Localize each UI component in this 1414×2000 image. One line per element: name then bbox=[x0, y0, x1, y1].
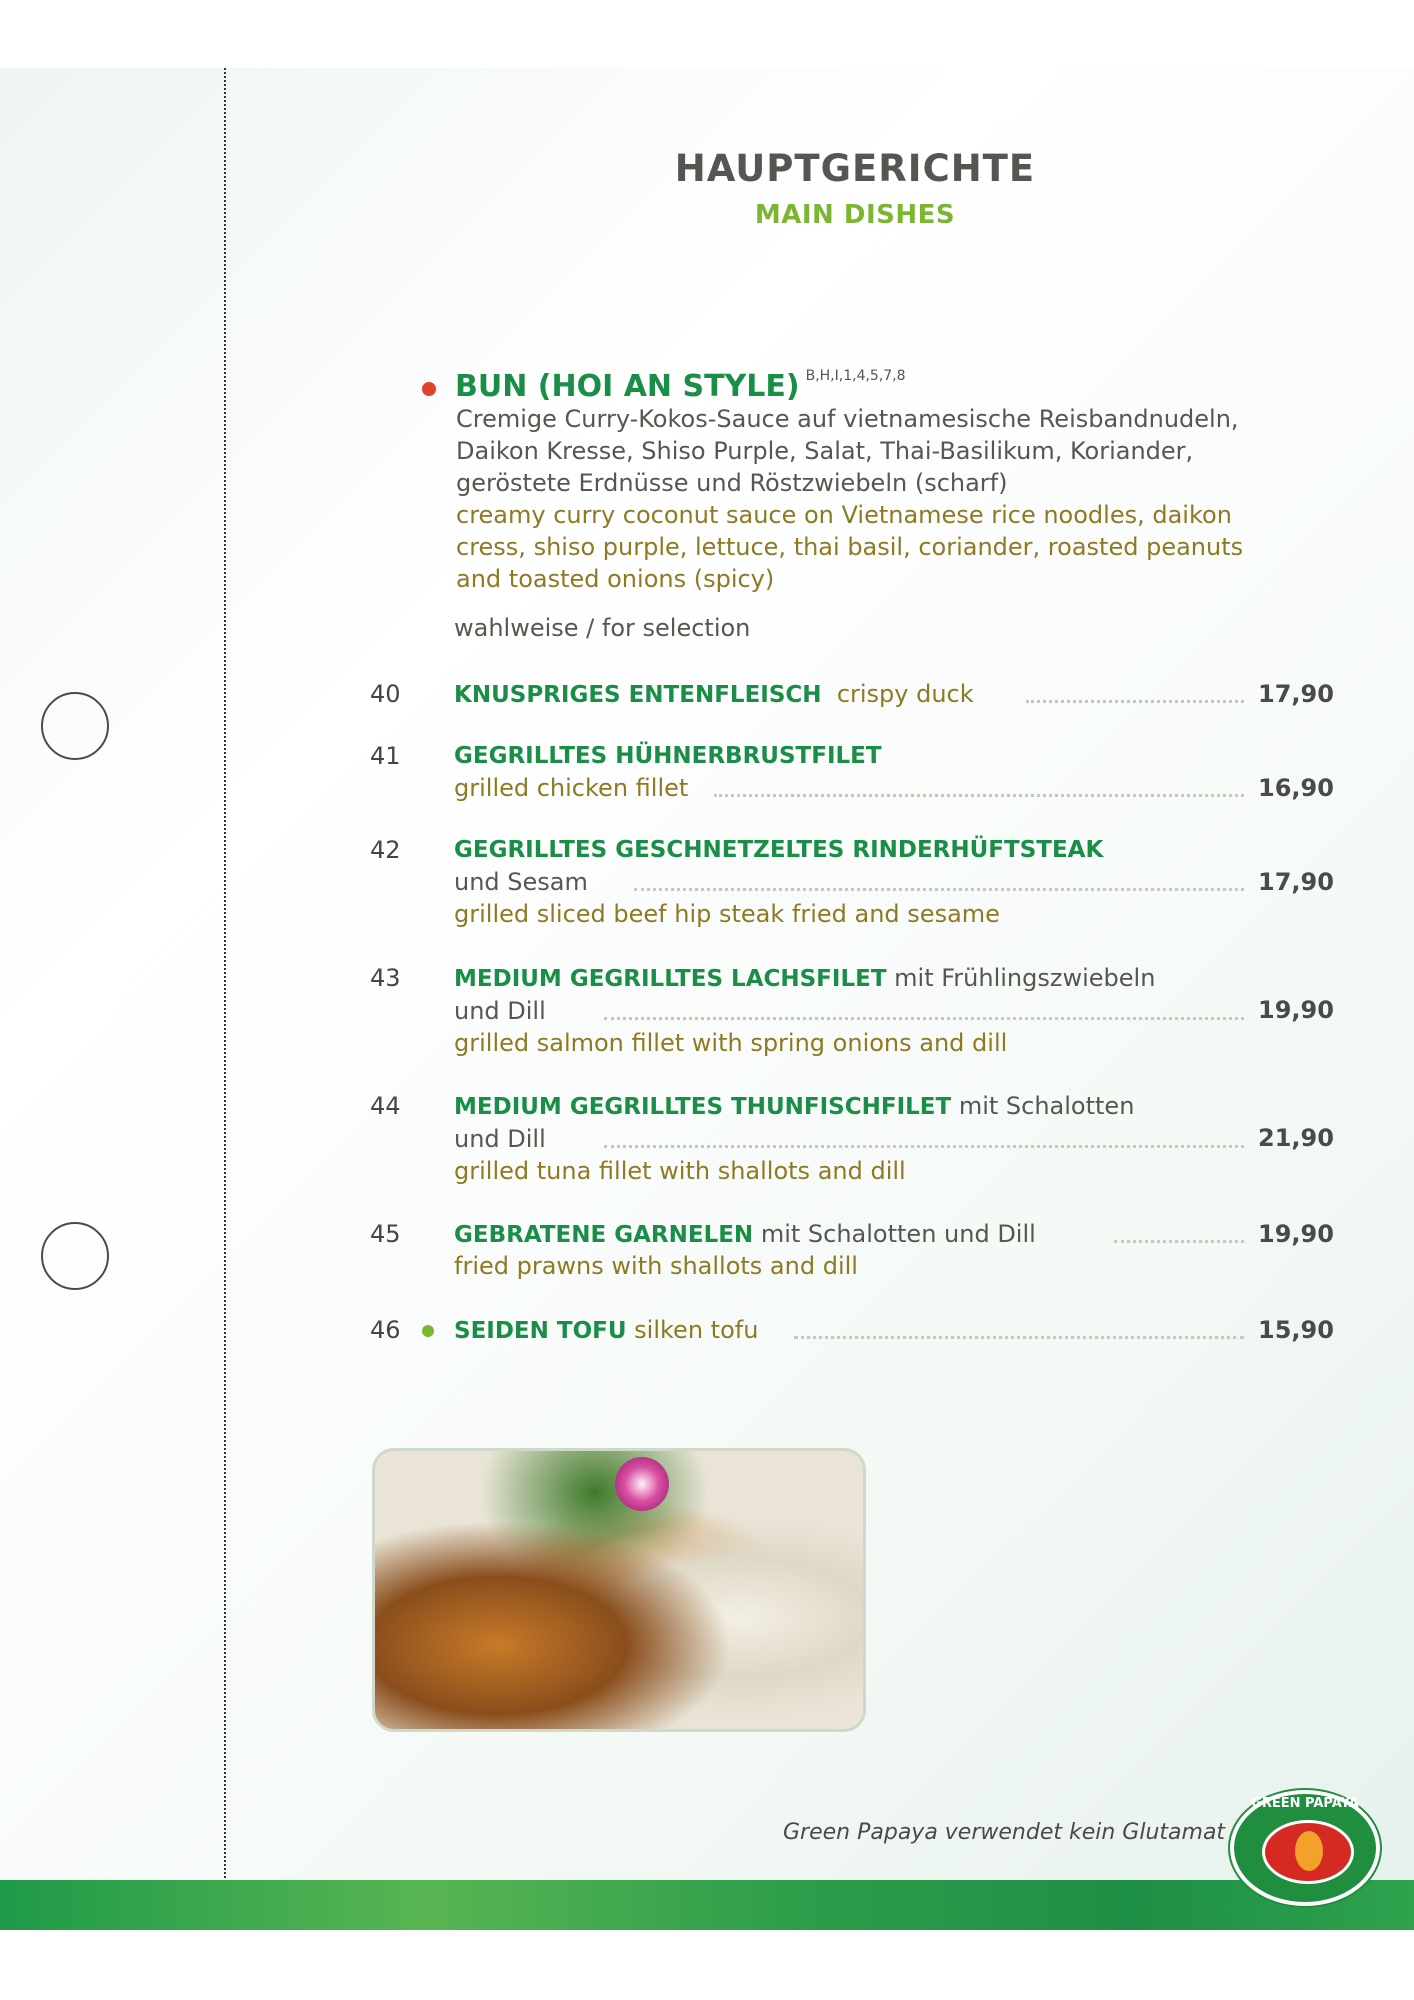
item-name: GEGRILLTES HÜHNERBRUSTFILET bbox=[454, 743, 882, 769]
item-name-en: crispy duck bbox=[836, 680, 974, 708]
item-price: 16,90 bbox=[1258, 774, 1334, 802]
item-desc-de: und Dill bbox=[454, 1125, 546, 1153]
item-number: 46 bbox=[370, 1316, 401, 1344]
item-number: 43 bbox=[370, 964, 401, 992]
item-name: GEBRATENE GARNELEN bbox=[454, 1222, 754, 1248]
item-desc-de: und Sesam bbox=[454, 868, 588, 896]
item-price: 17,90 bbox=[1258, 868, 1334, 896]
item-desc-de: und Dill bbox=[454, 997, 546, 1025]
item-number: 41 bbox=[370, 742, 401, 770]
item-desc-de: mit Frühlingszwiebeln bbox=[894, 964, 1156, 992]
papaya-icon bbox=[1295, 1831, 1323, 1871]
featured-dish-name: BUN (HOI AN STYLE) $^{B,H,I,1,4,5,7,8}$ bbox=[455, 368, 906, 404]
item-number: 45 bbox=[370, 1220, 401, 1248]
dish-photo bbox=[372, 1448, 866, 1732]
vegetarian-dot-icon bbox=[422, 1325, 434, 1337]
item-price: 17,90 bbox=[1258, 680, 1334, 708]
item-desc-en: grilled sliced beef hip steak fried and sesame bbox=[454, 900, 1000, 928]
item-number: 42 bbox=[370, 836, 401, 864]
item-name: MEDIUM GEGRILLTES LACHSFILET bbox=[454, 966, 887, 992]
item-price: 19,90 bbox=[1258, 1220, 1334, 1248]
item-desc-de: mit Schalotten und Dill bbox=[760, 1220, 1036, 1248]
item-price: 21,90 bbox=[1258, 1124, 1334, 1152]
allergen-codes: B,H,I,1,4,5,7,8 bbox=[805, 368, 906, 384]
dot-leader bbox=[1114, 1240, 1244, 1243]
item-name: MEDIUM GEGRILLTES THUNFISCHFILET bbox=[454, 1094, 952, 1120]
item-name-en: silken tofu bbox=[634, 1316, 759, 1344]
selection-note: wahlweise / for selection bbox=[454, 614, 751, 642]
binder-hole-icon bbox=[41, 1222, 109, 1290]
item-number: 44 bbox=[370, 1092, 401, 1120]
item-desc-en: fried prawns with shallots and dill bbox=[454, 1252, 858, 1280]
item-desc-de: mit Schalotten bbox=[958, 1092, 1135, 1120]
item-desc-en: grilled tuna fillet with shallots and dill bbox=[454, 1157, 906, 1185]
item-name: KNUSPRIGES ENTENFLEISCH bbox=[454, 682, 822, 708]
item-price: 19,90 bbox=[1258, 996, 1334, 1024]
dot-leader bbox=[604, 1145, 1244, 1148]
dot-leader bbox=[1026, 700, 1244, 703]
item-name: GEGRILLTES GESCHNETZELTES RINDERHÜFTSTEAK bbox=[454, 837, 1104, 863]
item-name: SEIDEN TOFU bbox=[454, 1318, 627, 1344]
fold-dotted-line bbox=[224, 68, 226, 1930]
item-price: 15,90 bbox=[1258, 1316, 1334, 1344]
item-desc-en: grilled salmon fillet with spring onions and dill bbox=[454, 1029, 1008, 1057]
page-title: HAUPTGERICHTE bbox=[674, 147, 1036, 190]
green-papaya-logo: GREEN PAPAYA bbox=[1230, 1790, 1380, 1906]
footer-green-band bbox=[0, 1880, 1414, 1930]
orchid-garnish-icon bbox=[615, 1457, 669, 1511]
dot-leader bbox=[794, 1336, 1244, 1339]
item-number: 40 bbox=[370, 680, 401, 708]
item-name-en: grilled chicken fillet bbox=[454, 774, 689, 802]
spicy-dot-icon bbox=[422, 382, 436, 396]
binder-hole-icon bbox=[41, 692, 109, 760]
dot-leader bbox=[714, 794, 1244, 797]
no-msg-note: Green Papaya verwendet kein Glutamat bbox=[783, 1820, 1226, 1845]
page-subtitle: MAIN DISHES bbox=[754, 200, 956, 230]
dot-leader bbox=[634, 888, 1244, 891]
dot-leader bbox=[604, 1017, 1244, 1020]
featured-dish-description: Cremige Curry-Kokos-Sauce auf vietnamesische Reisbandnudeln, Daikon Kresse, Shiso Purple, Salat, Thai-Basilikum, Koriander, geröstete Erdnüsse und Röstzwiebeln (scharf) creamy curry coconut sauce on Vietnamese rice noodles, daikon cress, shiso purple, lettuce, thai basil, coriander, roasted peanuts and toasted onions (spicy) bbox=[456, 405, 1244, 593]
